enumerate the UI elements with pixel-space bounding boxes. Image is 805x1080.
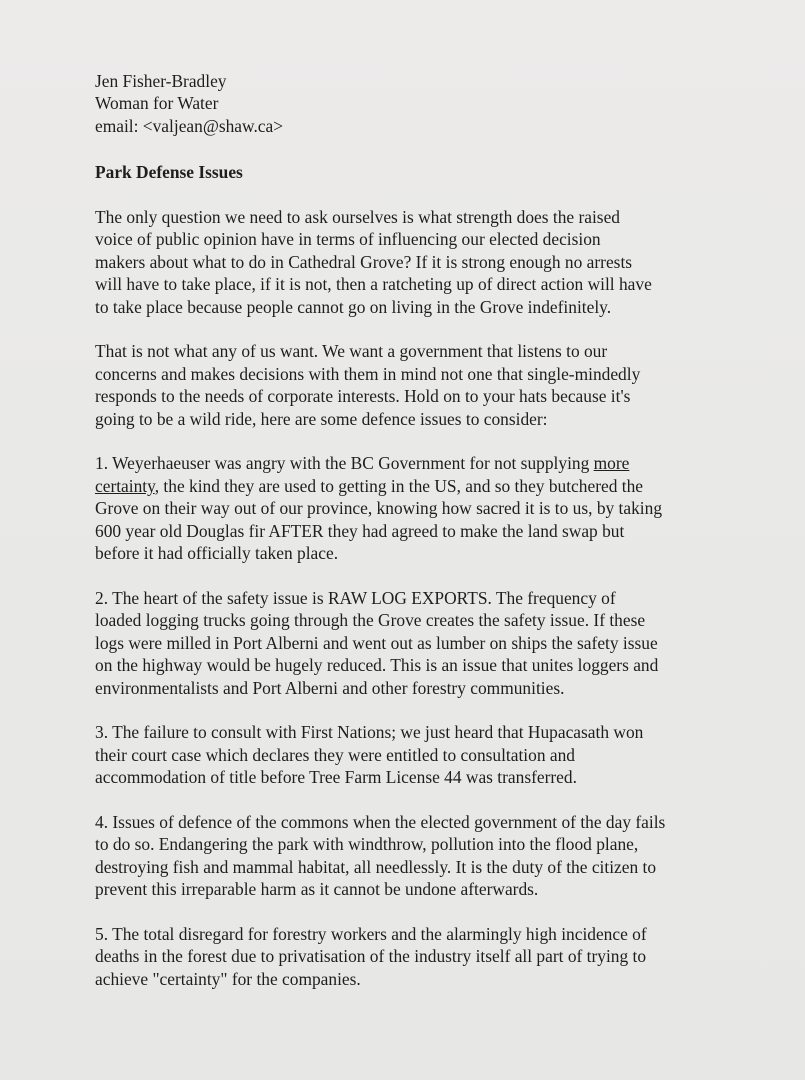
author-name: Jen Fisher-Bradley xyxy=(95,71,227,91)
paragraph-line: loaded logging trucks going through the Grove creates the safety issue. If these xyxy=(95,610,646,631)
issue-1-weyerhaeuser xyxy=(95,452,755,564)
paragraph-line: to take place because people cannot go on living in the Grove indefinitely. xyxy=(95,296,612,317)
paragraph-line: will have to take place, if it is not, then a ratcheting up of direct action will have xyxy=(95,274,652,295)
issue-1-text: 1. Weyerhaeuser was angry with the BC Government for not supplying xyxy=(95,453,594,474)
paragraph-line: deaths in the forest due to privatisation of the industry itself all part of trying to xyxy=(95,946,647,967)
paragraph-line: 600 year old Douglas fir AFTER they had agreed to make the land swap but xyxy=(95,520,625,541)
paragraph-line: their court case which declares they were entitled to consultation and xyxy=(95,744,575,765)
paragraph-line: That is not what any of us want. We want a government that listens to our xyxy=(95,341,608,362)
document-title: Park Defense Issues xyxy=(95,162,243,183)
paragraph-line: before it had officially taken place. xyxy=(95,543,339,564)
paragraph-line: Grove on their way out of our province, knowing how sacred it is to us, by taking xyxy=(95,498,663,519)
paragraph-line: voice of public opinion have in terms of influencing our elected decision xyxy=(95,229,601,250)
paragraph-line: 2. The heart of the safety issue is RAW LOG EXPORTS. The frequency of xyxy=(95,587,616,608)
paragraph-line: achieve "certainty" for the companies. xyxy=(95,968,361,989)
author-organization: Woman for Water xyxy=(95,93,219,114)
issue-5-forestry-workers xyxy=(95,923,755,990)
issue-4-defence-of-commons xyxy=(95,811,755,901)
paragraph-line: destroying fish and mammal habitat, all needlessly. It is the duty of the citizen to xyxy=(95,856,657,877)
underlined-more: more xyxy=(593,453,630,474)
issue-3-first-nations xyxy=(95,721,755,788)
paragraph-line xyxy=(95,452,755,474)
issue-1-text-continued: , the kind they are used to getting in the US, and so they butchered the xyxy=(154,475,643,496)
paragraph-line: responds to the needs of corporate interests. Hold on to your hats because it's xyxy=(95,386,631,407)
paragraph-line: logs were milled in Port Alberni and went out as lumber on ships the safety issue xyxy=(95,632,658,653)
paragraph-line: prevent this irreparable harm as it cannot be undone afterwards. xyxy=(95,879,539,900)
paragraph-line: on the highway would be hugely reduced. This is an issue that unites loggers and xyxy=(95,655,659,676)
paragraph-government xyxy=(95,340,755,430)
paragraph-line: 3. The failure to consult with First Nations; we just heard that Hupacasath won xyxy=(95,722,644,743)
paragraph-line: 4. Issues of defence of the commons when the elected government of the day fails xyxy=(95,811,666,832)
paragraph-line: 5. The total disregard for forestry workers and the alarmingly high incidence of xyxy=(95,923,647,944)
paragraph-line: to do so. Endangering the park with windthrow, pollution into the flood plane, xyxy=(95,834,639,855)
paragraph-line: makers about what to do in Cathedral Grove? If it is strong enough no arrests xyxy=(95,251,633,272)
paragraph-line: The only question we need to ask ourselves is what strength does the raised xyxy=(95,207,620,228)
paragraph-line: environmentalists and Port Alberni and other forestry communities. xyxy=(95,677,565,698)
paragraph-line: going to be a wild ride, here are some defence issues to consider: xyxy=(95,408,548,429)
author-email: email: <valjean@shaw.ca> xyxy=(95,115,284,136)
paragraph-line: concerns and makes decisions with them in mind not one that single-mindedly xyxy=(95,363,641,384)
paragraph-line xyxy=(95,475,755,497)
document-body xyxy=(95,70,755,990)
letter-header xyxy=(95,70,755,137)
issue-2-raw-log-exports xyxy=(95,587,755,699)
underlined-certainty: certainty xyxy=(95,475,155,496)
paragraph-intro xyxy=(95,206,755,318)
paragraph-line: accommodation of title before Tree Farm License 44 was transferred. xyxy=(95,767,577,788)
